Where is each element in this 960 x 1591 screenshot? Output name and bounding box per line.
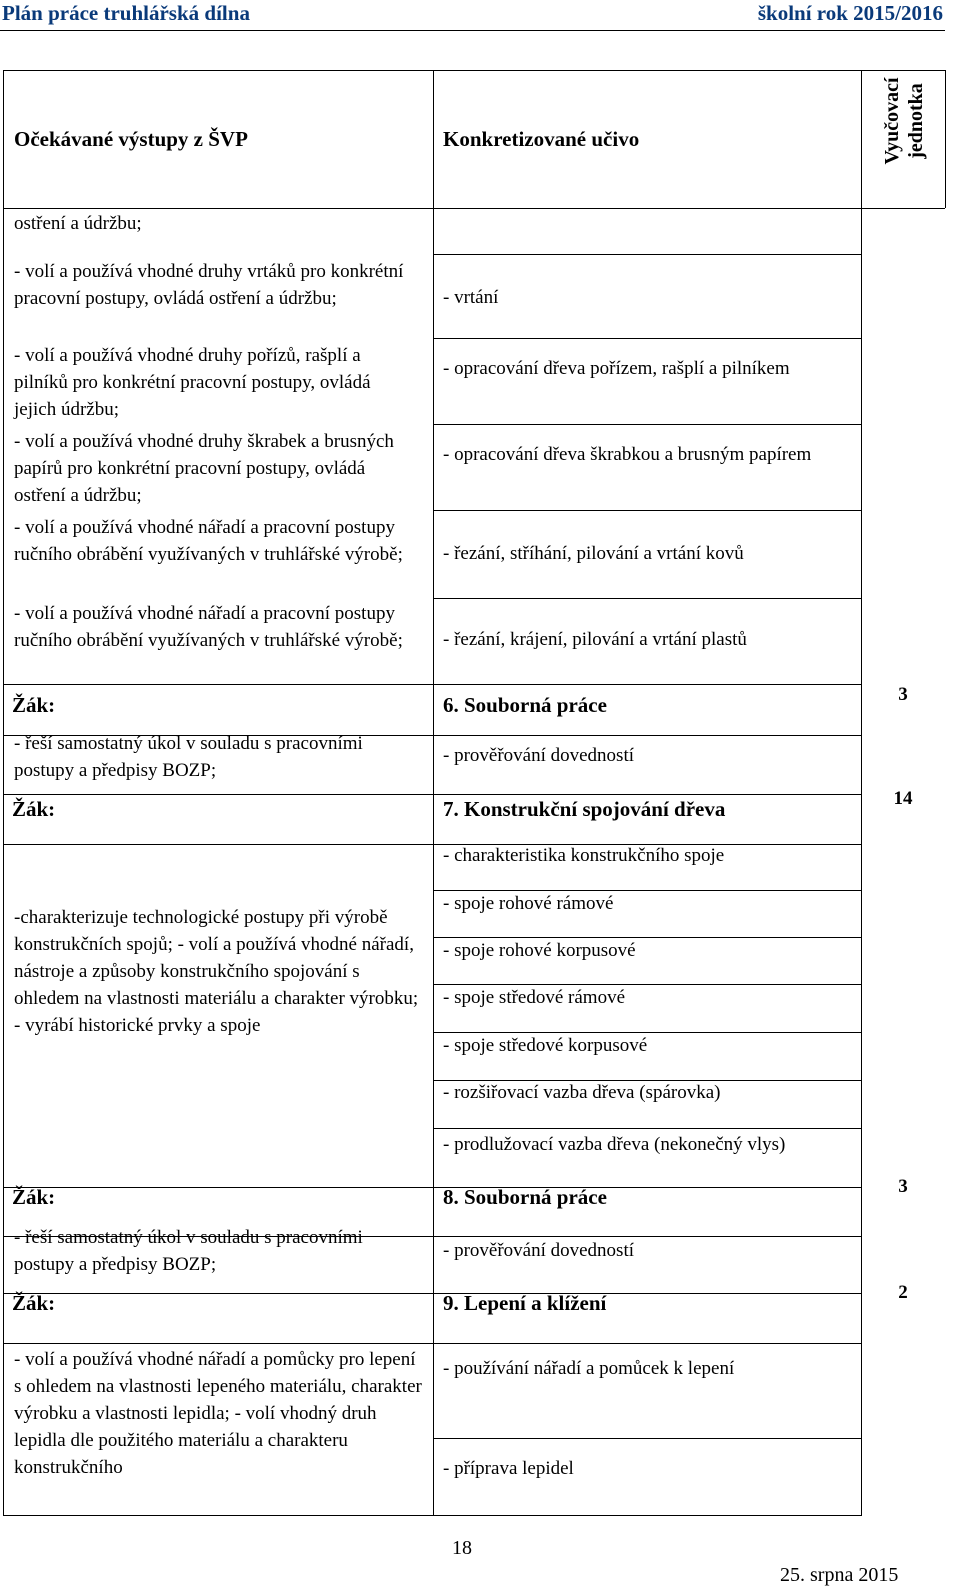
section-9-item: - používání nářadí a pomůcek k lepení: [443, 1358, 735, 1379]
output-row-1: ostření a údržbu;: [14, 213, 142, 234]
section-9-output: - volí a používá vhodné nářadí a pomůcky pro lepení s ohledem na vlastnosti lepeného materiálu, charakter výrobku a vlastnosti lepidla; - volí vhodný druh lepidla dle použitého materiálu a charakteru konstrukčního: [14, 1349, 422, 1478]
output-row-2: - volí a používá vhodné druhy vrtáků pro konkrétní pracovní postupy, ovládá ostření a údržbu;: [14, 261, 404, 309]
section-6-zak: Žák:: [12, 693, 56, 717]
column-header-content: Konkretizované učivo: [443, 127, 640, 151]
section-7-zak: Žák:: [12, 797, 56, 821]
output-row-4: - volí a používá vhodné druhy škrabek a brusných papírů pro konkrétní pracovní postupy, ovládá ostření a údržbu;: [14, 431, 394, 506]
content-row-5: - řezání, stříhání, pilování a vrtání kovů: [443, 543, 744, 564]
section-9-title: 9. Lepení a klížení: [443, 1291, 607, 1315]
section-7-units: 14: [893, 788, 913, 809]
content-row-2: - vrtání: [443, 287, 499, 308]
section-7-item: - prodlužovací vazba dřeva (nekonečný vlys): [443, 1134, 786, 1155]
output-row-5: - volí a používá vhodné nářadí a pracovní postupy ručního obrábění využívaných v truhlářské výrobě;: [14, 517, 403, 565]
page-header: [0, 0, 945, 31]
column-header-outputs: Očekávané výstupy z ŠVP: [14, 127, 248, 151]
section-7-item: - spoje rohové korpusové: [443, 940, 636, 961]
output-row-6: - volí a používá vhodné nářadí a pracovní postupy ručního obrábění využívaných v truhlářské výrobě;: [14, 603, 403, 651]
output-row-3: - volí a používá vhodné druhy pořízů, rašplí a pilníků pro konkrétní pracovní postupy, ovládá jejich údržbu;: [14, 345, 371, 420]
column-header-units: Vyučovací jednotka: [881, 77, 927, 165]
section-7-item: - spoje středové korpusové: [443, 1035, 648, 1056]
section-8-title: 8. Souborná práce: [443, 1185, 607, 1209]
page-number: 18: [452, 1537, 472, 1559]
section-6-units: 3: [898, 684, 908, 705]
document-title: Plán práce truhlářská dílna: [2, 1, 250, 25]
section-9-item: - příprava lepidel: [443, 1458, 574, 1479]
section-7-item: - spoje středové rámové: [443, 987, 626, 1008]
section-7-output: -charakterizuje technologické postupy při výrobě konstrukčních spojů; - volí a používá vhodné nářadí, nástroje a způsoby konstrukčního spojování s ohledem na vlastnosti materiálu a charakter výrobku; - vyrábí historické prvky a spoje: [14, 907, 419, 1036]
section-8-content: - prověřování dovedností: [443, 1240, 635, 1261]
section-8-output: - řeší samostatný úkol v souladu s pracovními postupy a předpisy BOZP;: [14, 1227, 363, 1275]
section-7-item: - spoje rohové rámové: [443, 893, 614, 914]
section-7-item: - charakteristika konstrukčního spoje: [443, 845, 725, 866]
section-6-content: - prověřování dovedností: [443, 745, 635, 766]
school-year: školní rok 2015/2016: [757, 1, 943, 25]
section-8-zak: Žák:: [12, 1185, 56, 1209]
content-row-3: - opracování dřeva pořízem, rašplí a pilníkem: [443, 358, 790, 379]
section-7-title: 7. Konstrukční spojování dřeva: [443, 797, 726, 821]
section-7-item: - rozšiřovací vazba dřeva (spárovka): [443, 1082, 721, 1103]
footer-date: 25. srpna 2015: [780, 1564, 899, 1586]
section-9-units: 2: [898, 1282, 908, 1303]
section-9-zak: Žák:: [12, 1291, 56, 1315]
content-row-6: - řezání, krájení, pilování a vrtání plastů: [443, 629, 747, 650]
section-6-output: - řeší samostatný úkol v souladu s pracovními postupy a předpisy BOZP;: [14, 733, 363, 781]
section-6-title: 6. Souborná práce: [443, 693, 607, 717]
section-8-units: 3: [898, 1176, 908, 1197]
content-row-4: - opracování dřeva škrabkou a brusným papírem: [443, 444, 812, 465]
